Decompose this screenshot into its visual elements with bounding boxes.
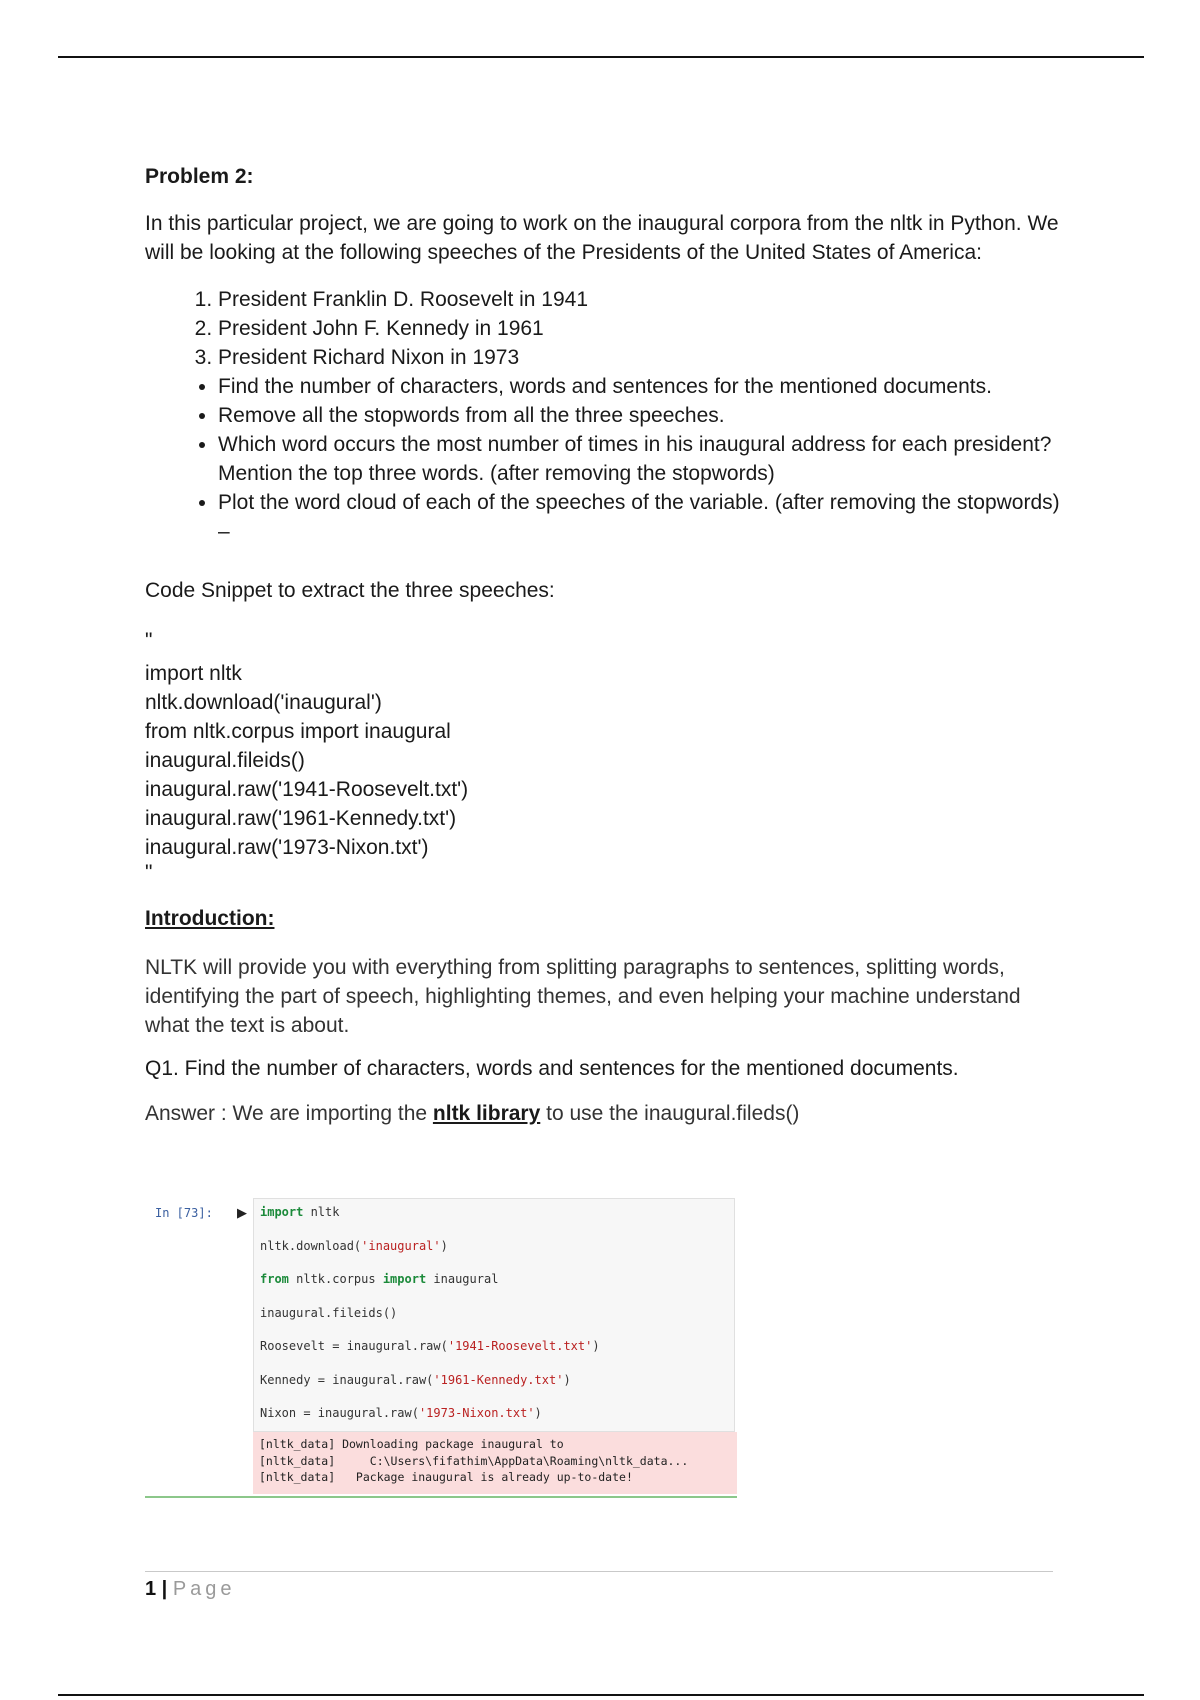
output-line: [nltk_data] C:\Users\fifathim\AppData\Roaming\nltk_data...: [259, 1453, 689, 1468]
code-line: nltk.download('inaugural'): [260, 1239, 448, 1253]
answer-library: nltk library: [432, 1102, 541, 1125]
code-cell: [253, 1198, 735, 1432]
answer-prefix: Answer : We are importing the: [145, 1102, 433, 1125]
page-label: Page: [172, 1578, 236, 1600]
snippet-line: nltk.download('inaugural'): [145, 691, 382, 714]
list-item: • Plot the word cloud of each of the speeches of the variable. (after removing the stopwords) –: [218, 488, 1065, 546]
snippet-line: from nltk.corpus import inaugural: [145, 720, 451, 743]
list-item: • Which word occurs the most number of times in his inaugural address for each president? Mention the top three words. (after removing the stopwords): [218, 430, 1065, 488]
problem-title: Problem 2:: [145, 165, 254, 188]
snippet-label: Code Snippet to extract the three speeches:: [145, 579, 555, 602]
code-line: Roosevelt = inaugural.raw('1941-Roosevelt.txt'): [260, 1339, 600, 1353]
page-footer: [145, 1578, 236, 1601]
cell-prompt: In [73]:: [155, 1206, 213, 1220]
code-line: inaugural.fileids(): [260, 1306, 398, 1320]
document-body: [145, 162, 1065, 1146]
snippet-line: inaugural.fileids(): [145, 749, 305, 772]
code-line: Kennedy = inaugural.raw('1961-Kennedy.txt'): [260, 1373, 571, 1387]
introduction-heading: Introduction:: [145, 907, 275, 930]
cell-output: [253, 1432, 737, 1494]
list-item: 3. President Richard Nixon in 1973: [218, 343, 1065, 372]
answer-text: [145, 1099, 1065, 1128]
list-item: 2. President John F. Kennedy in 1961: [218, 314, 1065, 343]
snippet-line: import nltk: [145, 662, 242, 685]
intro-paragraph: In this particular project, we are going to work on the inaugural corpora from the nltk in Python. We will be looking at the following speeches of the Presidents of the United States of America:: [145, 212, 1059, 264]
code-line: Nixon = inaugural.raw('1973-Nixon.txt'): [260, 1406, 542, 1420]
speech-list: [145, 285, 1065, 372]
output-line: [nltk_data] Downloading package inaugural to: [259, 1437, 564, 1451]
footer-rule: [145, 1571, 1053, 1572]
answer-suffix: to use the inaugural.fileds(): [540, 1102, 800, 1125]
snippet-open-quote: ": [145, 629, 153, 652]
cell-divider: [145, 1496, 737, 1498]
notebook-screenshot: [145, 1196, 737, 1498]
bottom-rule: [58, 1694, 1144, 1696]
code-line: import nltk: [260, 1205, 340, 1219]
snippet-line: inaugural.raw('1961-Kennedy.txt'): [145, 807, 457, 830]
code-line: from nltk.corpus import inaugural: [260, 1272, 499, 1286]
snippet-close-quote: ": [145, 861, 153, 884]
list-item: 1. President Franklin D. Roosevelt in 1941: [218, 285, 1065, 314]
question-1: Q1. Find the number of characters, words and sentences for the mentioned documents.: [145, 1057, 959, 1080]
run-cell-icon: ▶: [237, 1205, 247, 1220]
task-list: [145, 372, 1065, 546]
list-item: • Remove all the stopwords from all the three speeches.: [218, 401, 1065, 430]
snippet-line: inaugural.raw('1941-Roosevelt.txt'): [145, 778, 469, 801]
list-item: • Find the number of characters, words and sentences for the mentioned documents.: [218, 372, 1065, 401]
footer-separator: |: [156, 1578, 173, 1600]
output-line: [nltk_data] Package inaugural is already up-to-date!: [259, 1470, 633, 1484]
page-number: 1: [145, 1578, 157, 1600]
snippet-line: inaugural.raw('1973-Nixon.txt'): [145, 836, 429, 859]
introduction-text: NLTK will provide you with everything from splitting paragraphs to sentences, splitting words, identifying the part of speech, highlighting themes, and even helping your machine understand what the text is about.: [145, 956, 1021, 1037]
top-rule: [58, 56, 1144, 58]
